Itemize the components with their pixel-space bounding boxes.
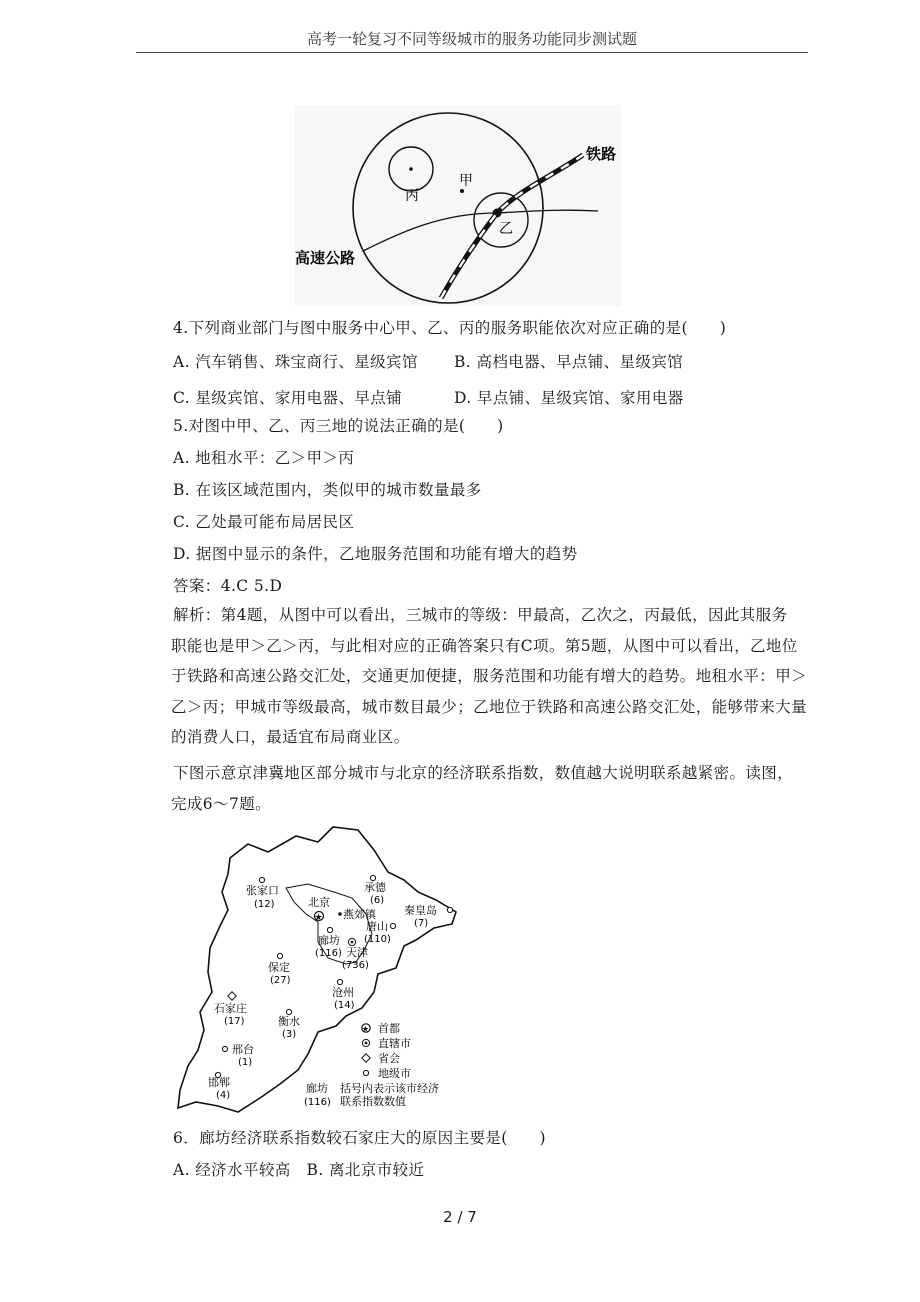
- jingjinji-map: [168, 822, 468, 1117]
- marker-qinhuangdao: [447, 907, 452, 912]
- legend-prefecture-marker: [363, 1070, 368, 1075]
- value-shijiazhuang: (17): [224, 1016, 245, 1027]
- city-langfang: 廊坊: [318, 934, 340, 947]
- dot-bing: [409, 167, 413, 171]
- label-yi: 乙: [499, 221, 513, 237]
- star-icon: ★: [361, 1024, 369, 1034]
- q4-option-d: D. 早点铺、星级宾馆、家用电器: [454, 389, 684, 407]
- city-qinhuangdao: 秦皇岛: [404, 904, 437, 917]
- intro-paragraph: [171, 758, 794, 819]
- q4-option-b: B. 高档电器、早点铺、星级宾馆: [454, 353, 684, 371]
- service-center-diagram: [293, 103, 623, 308]
- value-tianjin: (736): [342, 960, 369, 971]
- legend-example-value: (116): [304, 1097, 331, 1108]
- q5-option-a: A. 地租水平：乙＞甲＞丙: [173, 449, 355, 467]
- q5-option-d: D. 据图中显示的条件，乙地服务范围和功能有增大的趋势: [173, 545, 578, 563]
- value-xingtai: (1): [238, 1057, 253, 1068]
- marker-tianjin-inner: [351, 941, 354, 944]
- analysis-line: 职能也是甲＞乙＞丙，与此相对应的正确答案只有C项。第5题，从图中可以看出，乙地位: [171, 636, 798, 655]
- city-beijing: 北京: [308, 896, 330, 909]
- city-zhangjiakou: 张家口: [246, 884, 279, 897]
- q4-option-a: A. 汽车销售、珠宝商行、星级宾馆: [173, 353, 418, 371]
- q5-stem: 5.对图中甲、乙、丙三地的说法正确的是( ): [173, 417, 504, 435]
- intro-line: 下图示意京津冀地区部分城市与北京的经济联系指数，数值越大说明联系越紧密。读图，: [173, 764, 794, 782]
- legend-example-desc: 括号内表示该市经济: [340, 1082, 439, 1095]
- value-tangshan: (110): [364, 934, 391, 945]
- city-cangzhou: 沧州: [332, 986, 354, 999]
- marker-hengshui: [286, 1009, 291, 1014]
- q5-option-b: B. 在该区域范围内，类似甲的城市数量最多: [173, 481, 482, 499]
- legend-municipality-inner: [365, 1042, 368, 1045]
- analysis-line: 乙＞丙；甲城市等级最高，城市数目最少；乙地位于铁路和高速公路交汇处，能够带来大量: [171, 697, 808, 716]
- diagram-background: [295, 105, 621, 306]
- q4-stem: 4.下列商业部门与图中服务中心甲、乙、丙的服务职能依次对应正确的是( ): [173, 319, 727, 337]
- analysis-line: 解析：第4题，从图中可以看出，三城市的等级：甲最高，乙次之，丙最低，因此其服务: [173, 606, 788, 624]
- marker-xingtai: [222, 1046, 227, 1051]
- city-hengshui: 衡水: [278, 1015, 300, 1028]
- label-jia: 甲: [459, 173, 473, 189]
- dot-jia: [460, 189, 464, 193]
- city-handan: 邯郸: [208, 1076, 230, 1089]
- page-header: 高考一轮复习不同等级城市的服务功能同步测试题: [306, 30, 637, 48]
- marker-tangshan: [390, 923, 395, 928]
- q5-option-c: C. 乙处最可能布局居民区: [173, 513, 355, 531]
- analysis-paragraph: [171, 600, 808, 753]
- header-divider: [136, 52, 808, 53]
- value-cangzhou: (14): [334, 1000, 355, 1011]
- marker-cangzhou: [337, 979, 342, 984]
- intro-line: 完成6～7题。: [171, 794, 272, 813]
- value-qinhuangdao: (7): [414, 918, 429, 929]
- value-hengshui: (3): [282, 1029, 297, 1040]
- analysis-line: 的消费人口，最适宜布局商业区。: [171, 728, 410, 747]
- city-xingtai: 邢台: [232, 1043, 254, 1056]
- marker-baoding: [277, 953, 282, 958]
- city-chengde: 承德: [364, 881, 386, 894]
- legend-prefecture: 地级市: [378, 1067, 411, 1080]
- marker-langfang: [327, 927, 332, 932]
- legend-municipality: 直辖市: [378, 1037, 411, 1050]
- region-outline: [178, 827, 456, 1112]
- city-shijiazhuang: 石家庄: [214, 1002, 247, 1015]
- answer-line: 答案：4.C 5.D: [173, 577, 283, 595]
- label-highway: 高速公路: [295, 249, 356, 267]
- legend-example-desc: 联系指数数值: [340, 1095, 406, 1108]
- marker-chengde: [370, 875, 375, 880]
- value-baoding: (27): [270, 975, 291, 986]
- marker-yanjiao: [338, 912, 342, 916]
- value-chengde: (6): [370, 895, 385, 906]
- q4-option-c: C. 星级宾馆、家用电器、早点铺: [173, 389, 403, 407]
- label-railway: 铁路: [586, 145, 617, 163]
- marker-zhangjiakou: [259, 877, 264, 882]
- legend-provincial: 省会: [378, 1052, 400, 1065]
- city-baoding: 保定: [268, 961, 290, 974]
- value-zhangjiakou: (12): [254, 899, 275, 910]
- legend-capital: 首都: [378, 1022, 400, 1035]
- q6-stem: 6．廊坊经济联系指数较石家庄大的原因主要是( ): [173, 1129, 546, 1147]
- value-handan: (4): [216, 1090, 231, 1101]
- star-icon: ★: [314, 913, 323, 923]
- marker-shijiazhuang: [228, 992, 236, 1000]
- value-langfang: (116): [315, 948, 342, 959]
- city-yanjiao: 燕郊镇: [343, 908, 376, 921]
- page-number: 2 / 7: [443, 1208, 477, 1226]
- city-tangshan: 唐山: [366, 920, 388, 933]
- label-bing: 丙: [405, 188, 419, 204]
- analysis-line: 于铁路和高速公路交汇处，交通更加便捷，服务范围和功能有增大的趋势。地租水平：甲＞: [171, 667, 808, 686]
- legend-example-name: 廊坊: [306, 1082, 328, 1095]
- city-tianjin: 天津: [346, 946, 368, 959]
- legend-provincial-marker: [362, 1054, 370, 1062]
- q6-options-ab: A. 经济水平较高 B. 离北京市较近: [173, 1161, 425, 1179]
